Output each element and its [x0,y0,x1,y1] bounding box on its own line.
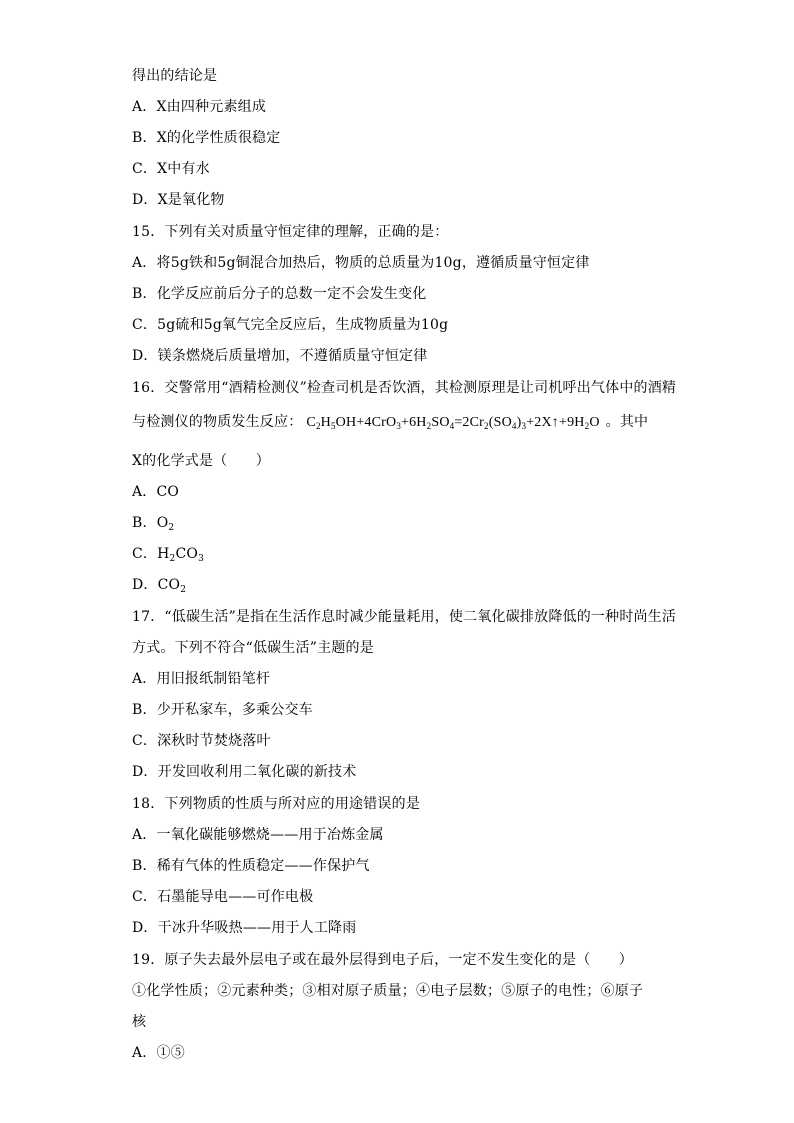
q18-stem: 18．下列物质的性质与所对应的用途错误的是 [132,796,421,812]
q15-option-c: C．5g硫和5g氧气完全反应后，生成物质量为10g [132,317,449,333]
q16-stem-line3: X的化学式是（ ） [132,453,270,469]
q14-option-a: A．X由四种元素组成 [132,99,267,115]
q19-option-a: A．①⑤ [132,1045,185,1061]
q19-items-line2: 核 [132,1014,147,1030]
reaction-equation: $C_2H_5OH+4CrO_3+6H_2SO_4=2Cr_2(SO_4)_3+2X↑+9H_2O$ [306,415,600,431]
q17-stem-line1: 17．“低碳生活”是指在生活作息时减少能量耗用，使二氧化碳排放降低的一种时尚生活 [132,609,677,625]
q15-option-d: D．镁条燃烧后质量增加，不遵循质量守恒定律 [132,348,428,364]
q16-stem-prefix: 与检测仪的物质发生反应： [132,414,303,430]
q18-option-c: C．石墨能导电——可作电极 [132,889,314,905]
q16-option-a: A．CO [132,484,180,500]
q16-option-c: C．$H_2CO_3$ [132,546,204,564]
q16-option-d: D．$CO_2$ [132,577,187,595]
q17-option-d: D．开发回收利用二氧化碳的新技术 [132,764,357,780]
q16-option-b: B．$O_2$ [132,515,175,533]
q19-stem: 19．原子失去最外层电子或在最外层得到电子后，一定不发生变化的是（ ） [132,952,634,968]
q18-option-a: A．一氧化碳能够燃烧——用于冶炼金属 [132,827,384,843]
q18-option-d: D．干冰升华吸热——用于人工降雨 [132,920,357,936]
q16-stem-suffix: 。其中 [605,414,649,430]
q16-stem-line1: 16．交警常用“酒精检测仪”检查司机是否饮酒，其检测原理是让司机呼出气体中的酒精 [132,380,677,396]
q14-option-d: D．X是氧化物 [132,192,225,208]
q17-option-b: B．少开私家车，多乘公交车 [132,702,313,718]
q14-option-c: C．X中有水 [132,161,210,177]
q18-option-b: B．稀有气体的性质稳定——作保护气 [132,858,370,874]
q15-option-b: B．化学反应前后分子的总数一定不会发生变化 [132,286,427,302]
q17-stem-line2: 方式。下列不符合“低碳生活”主题的是 [132,640,374,656]
q19-items-line1: ①化学性质；②元素种类；③相对原子质量；④电子层数；⑤原子的电性；⑥原子 [132,983,644,999]
q14-option-b: B．X的化学性质很稳定 [132,130,281,146]
intro-text: 得出的结论是 [132,68,218,84]
q17-option-a: A．用旧报纸制铅笔杆 [132,671,271,687]
q17-option-c: C．深秋时节焚烧落叶 [132,733,271,749]
q16-stem-line2 [132,412,648,433]
q15-stem: 15．下列有关对质量守恒定律的理解，正确的是： [132,224,449,240]
q15-option-a: A．将5g铁和5g铜混合加热后，物质的总质量为10g，遵循质量守恒定律 [132,255,590,271]
